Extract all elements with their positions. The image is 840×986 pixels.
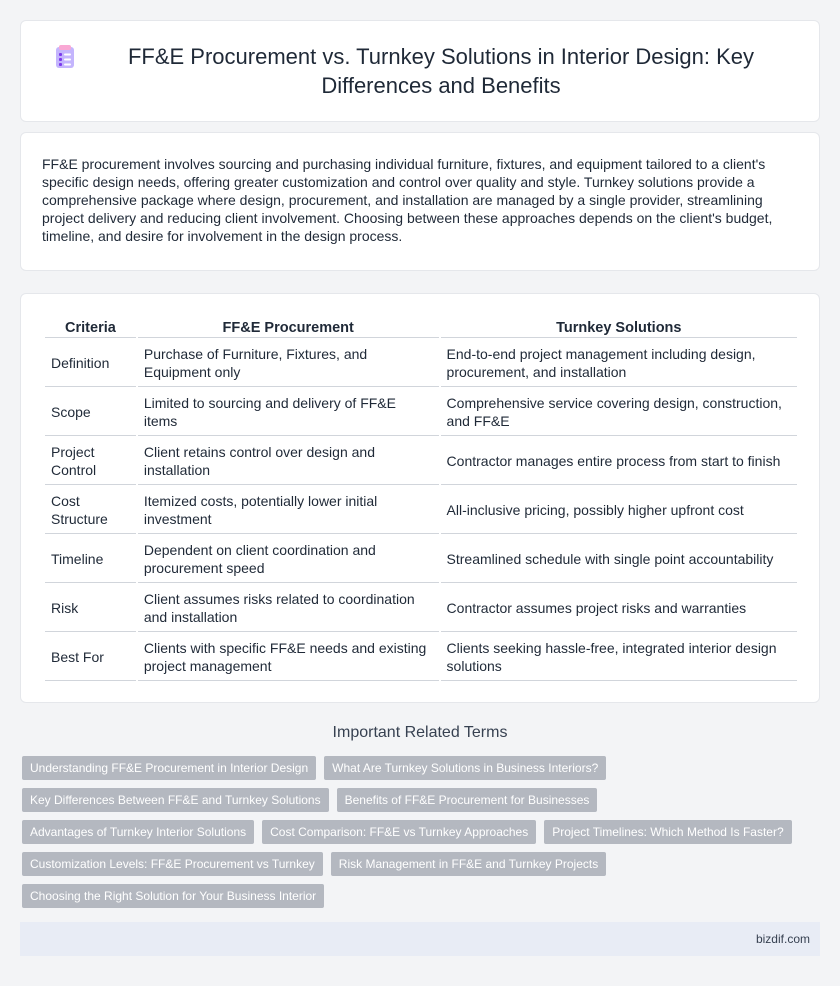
page-title: FF&E Procurement vs. Turnkey Solutions in Interior Design: Key Differences and Benefits: [127, 44, 755, 98]
related-term-tag[interactable]: Benefits of FF&E Procurement for Businesses: [337, 788, 598, 812]
criteria-cell: Project Control: [45, 436, 136, 485]
related-term-tag[interactable]: Key Differences Between FF&E and Turnkey Solutions: [22, 788, 329, 812]
table-row: [45, 338, 797, 387]
related-terms-list: [22, 756, 812, 908]
turnkey-cell: End-to-end project management including design, procurement, and installation: [441, 338, 797, 387]
criteria-cell: Cost Structure: [45, 485, 136, 534]
related-term-tag[interactable]: Project Timelines: Which Method Is Faster?: [544, 820, 791, 844]
header-ffe: FF&E Procurement: [138, 308, 439, 338]
criteria-cell: Scope: [45, 387, 136, 436]
related-term-tag[interactable]: Advantages of Turnkey Interior Solutions: [22, 820, 254, 844]
criteria-cell: Best For: [45, 632, 136, 681]
header-criteria: Criteria: [45, 308, 136, 338]
related-term-tag[interactable]: Understanding FF&E Procurement in Interior Design: [22, 756, 316, 780]
related-term-tag[interactable]: Cost Comparison: FF&E vs Turnkey Approaches: [262, 820, 536, 844]
footer: [20, 922, 820, 956]
turnkey-cell: Contractor assumes project risks and warranties: [441, 583, 797, 632]
document-icon: [51, 43, 79, 71]
ffe-cell: Dependent on client coordination and procurement speed: [138, 534, 439, 583]
table-row: [45, 583, 797, 632]
related-term-tag[interactable]: What Are Turnkey Solutions in Business Interiors?: [324, 756, 606, 780]
criteria-cell: Definition: [45, 338, 136, 387]
table-header-row: [45, 308, 797, 338]
related-terms-title: Important Related Terms: [332, 724, 508, 741]
table-row: [45, 387, 797, 436]
turnkey-cell: All-inclusive pricing, possibly higher upfront cost: [441, 485, 797, 534]
turnkey-cell: Clients seeking hassle-free, integrated interior design solutions: [441, 632, 797, 681]
related-term-tag[interactable]: Choosing the Right Solution for Your Business Interior: [22, 884, 324, 908]
related-term-tag[interactable]: Risk Management in FF&E and Turnkey Projects: [331, 852, 606, 876]
ffe-cell: Limited to sourcing and delivery of FF&E items: [138, 387, 439, 436]
table-row: [45, 485, 797, 534]
ffe-cell: Client assumes risks related to coordination and installation: [138, 583, 439, 632]
table-row: [45, 534, 797, 583]
turnkey-cell: Contractor manages entire process from start to finish: [441, 436, 797, 485]
table-row: [45, 632, 797, 681]
turnkey-cell: Streamlined schedule with single point accountability: [441, 534, 797, 583]
criteria-cell: Timeline: [45, 534, 136, 583]
ffe-cell: Itemized costs, potentially lower initial investment: [138, 485, 439, 534]
title-card: [20, 20, 820, 122]
ffe-cell: Purchase of Furniture, Fixtures, and Equipment only: [138, 338, 439, 387]
turnkey-cell: Comprehensive service covering design, construction, and FF&E: [441, 387, 797, 436]
title-wrap: [21, 21, 819, 121]
intro-paragraph: FF&E procurement involves sourcing and purchasing individual furniture, fixtures, and equipment tailored to a client's specific design needs, offering greater customization and control over quality and style. Turnkey solutions provide a comprehensive package where design, procurement, and installation are managed by a single provider, streamlining project delivery and reducing client involvement. Choosing between these approaches depends on the client's budget, timeline, and desire for involvement in the design process.: [42, 156, 773, 244]
comparison-table: [43, 308, 799, 681]
criteria-cell: Risk: [45, 583, 136, 632]
table-row: [45, 436, 797, 485]
ffe-cell: Clients with specific FF&E needs and existing project management: [138, 632, 439, 681]
ffe-cell: Client retains control over design and installation: [138, 436, 439, 485]
intro-card: [20, 132, 820, 271]
footer-site-link[interactable]: bizdif.com: [755, 932, 810, 946]
header-turnkey: Turnkey Solutions: [441, 308, 797, 338]
related-term-tag[interactable]: Customization Levels: FF&E Procurement vs Turnkey: [22, 852, 323, 876]
comparison-table-card: [20, 293, 820, 703]
